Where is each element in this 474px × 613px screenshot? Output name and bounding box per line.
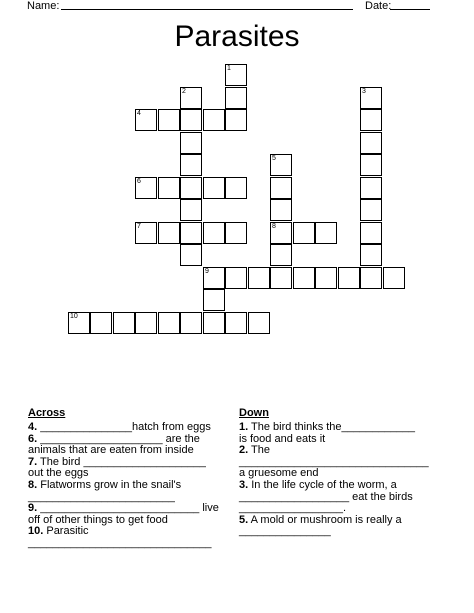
crossword-cell[interactable] — [158, 109, 180, 131]
crossword-cell[interactable] — [113, 312, 135, 334]
clue-number: 4 — [137, 110, 141, 117]
crossword-cell[interactable] — [180, 87, 202, 109]
crossword-cell[interactable] — [90, 312, 112, 334]
clue-down-2: _______________________________ — [239, 455, 429, 468]
across-heading: Across — [28, 407, 66, 419]
crossword-cell[interactable] — [225, 222, 247, 244]
clue-down-5: 5. A mold or mushroom is really a — [239, 513, 402, 526]
crossword-cell[interactable] — [158, 177, 180, 199]
crossword-cell[interactable] — [360, 177, 382, 199]
clue-across-4: 4. _______________hatch from eggs — [28, 421, 211, 433]
crossword-cell[interactable] — [180, 312, 202, 334]
crossword-cell[interactable] — [225, 87, 247, 109]
crossword-cell[interactable] — [248, 267, 270, 289]
crossword-cell[interactable] — [383, 267, 405, 289]
name-label: Name: — [27, 0, 60, 12]
crossword-cell[interactable] — [270, 154, 292, 176]
crossword-cell[interactable] — [158, 222, 180, 244]
clue-number: 2 — [182, 88, 186, 95]
clue-down-3: 3. In the life cycle of the worm, a — [239, 479, 397, 491]
crossword-cell[interactable] — [338, 267, 360, 289]
crossword-cell[interactable] — [68, 312, 90, 334]
crossword-cell[interactable] — [180, 199, 202, 221]
crossword-cell[interactable] — [293, 222, 315, 244]
crossword-cell[interactable] — [360, 199, 382, 221]
crossword-cell[interactable] — [270, 177, 292, 199]
crossword-cell[interactable] — [270, 244, 292, 266]
clue-down-1: is food and eats it — [239, 432, 326, 445]
crossword-cell[interactable] — [180, 109, 202, 131]
crossword-cell[interactable] — [360, 222, 382, 244]
crossword-cell[interactable] — [135, 222, 157, 244]
clue-number: 1 — [227, 65, 231, 72]
crossword-cell[interactable] — [180, 154, 202, 176]
crossword-cell[interactable] — [270, 199, 292, 221]
date-label: Date: — [365, 0, 392, 12]
clue-across-6: 6. ____________________ are the — [28, 432, 200, 445]
clue-down-2: 2. The — [239, 444, 270, 457]
crossword-cell[interactable] — [225, 177, 247, 199]
clue-number: 6 — [137, 178, 141, 185]
crossword-cell[interactable] — [203, 289, 225, 311]
crossword-cell[interactable] — [203, 267, 225, 289]
crossword-cell[interactable] — [270, 267, 292, 289]
crossword-cell[interactable] — [225, 64, 247, 86]
clue-across-10: ______________________________ — [28, 537, 212, 549]
crossword-cell[interactable] — [180, 244, 202, 266]
crossword-cell[interactable] — [360, 109, 382, 131]
crossword-cell[interactable] — [225, 109, 247, 131]
crossword-cell[interactable] — [360, 132, 382, 154]
clue-across-9: off of other things to get food — [28, 513, 168, 526]
clue-across-7: 7. The bird ____________________ — [28, 455, 206, 468]
clue-number: 8 — [272, 223, 276, 230]
crossword-cell[interactable] — [203, 222, 225, 244]
crossword-cell[interactable] — [135, 109, 157, 131]
clue-number: 7 — [137, 223, 141, 230]
clue-across-9: 9. __________________________ live — [28, 502, 219, 515]
down-heading: Down — [239, 407, 269, 419]
clue-across-8: ________________________ — [28, 490, 175, 503]
crossword-cell[interactable] — [360, 154, 382, 176]
crossword-cell[interactable] — [203, 109, 225, 131]
page-title: Parasites — [174, 20, 300, 53]
crossword-cell[interactable] — [135, 312, 157, 334]
crossword-cell[interactable] — [360, 244, 382, 266]
crossword-cell[interactable] — [360, 87, 382, 109]
clue-down-3: __________________ eat the birds — [239, 490, 413, 503]
crossword-cell[interactable] — [135, 177, 157, 199]
crossword-cell[interactable] — [158, 312, 180, 334]
clue-down-1: 1. The bird thinks the____________ — [239, 421, 415, 433]
clue-down-3: _________________. — [239, 502, 347, 515]
clue-number: 9 — [205, 268, 209, 275]
clue-across-7: out the eggs — [28, 467, 89, 480]
crossword-cell[interactable] — [225, 267, 247, 289]
clue-down-2: a gruesome end — [239, 467, 319, 480]
crossword-cell[interactable] — [225, 312, 247, 334]
crossword-cell[interactable] — [360, 267, 382, 289]
crossword-cell[interactable] — [315, 222, 337, 244]
crossword-cell[interactable] — [248, 312, 270, 334]
crossword-cell[interactable] — [180, 132, 202, 154]
crossword-cell[interactable] — [203, 177, 225, 199]
crossword-cell[interactable] — [293, 267, 315, 289]
crossword-cell[interactable] — [180, 222, 202, 244]
clue-number: 3 — [362, 88, 366, 95]
clue-across-8: 8. Flatworms grow in the snail's — [28, 479, 182, 491]
crossword-cell[interactable] — [180, 177, 202, 199]
crossword-cell[interactable] — [315, 267, 337, 289]
clue-number: 5 — [272, 155, 276, 162]
clue-across-6: animals that are eaten from inside — [28, 444, 194, 457]
crossword-cell[interactable] — [203, 312, 225, 334]
crossword-cell[interactable] — [270, 222, 292, 244]
clue-down-5: _______________ — [239, 525, 331, 538]
clue-number: 10 — [70, 313, 78, 320]
clue-across-10: 10. Parasitic — [28, 525, 89, 538]
